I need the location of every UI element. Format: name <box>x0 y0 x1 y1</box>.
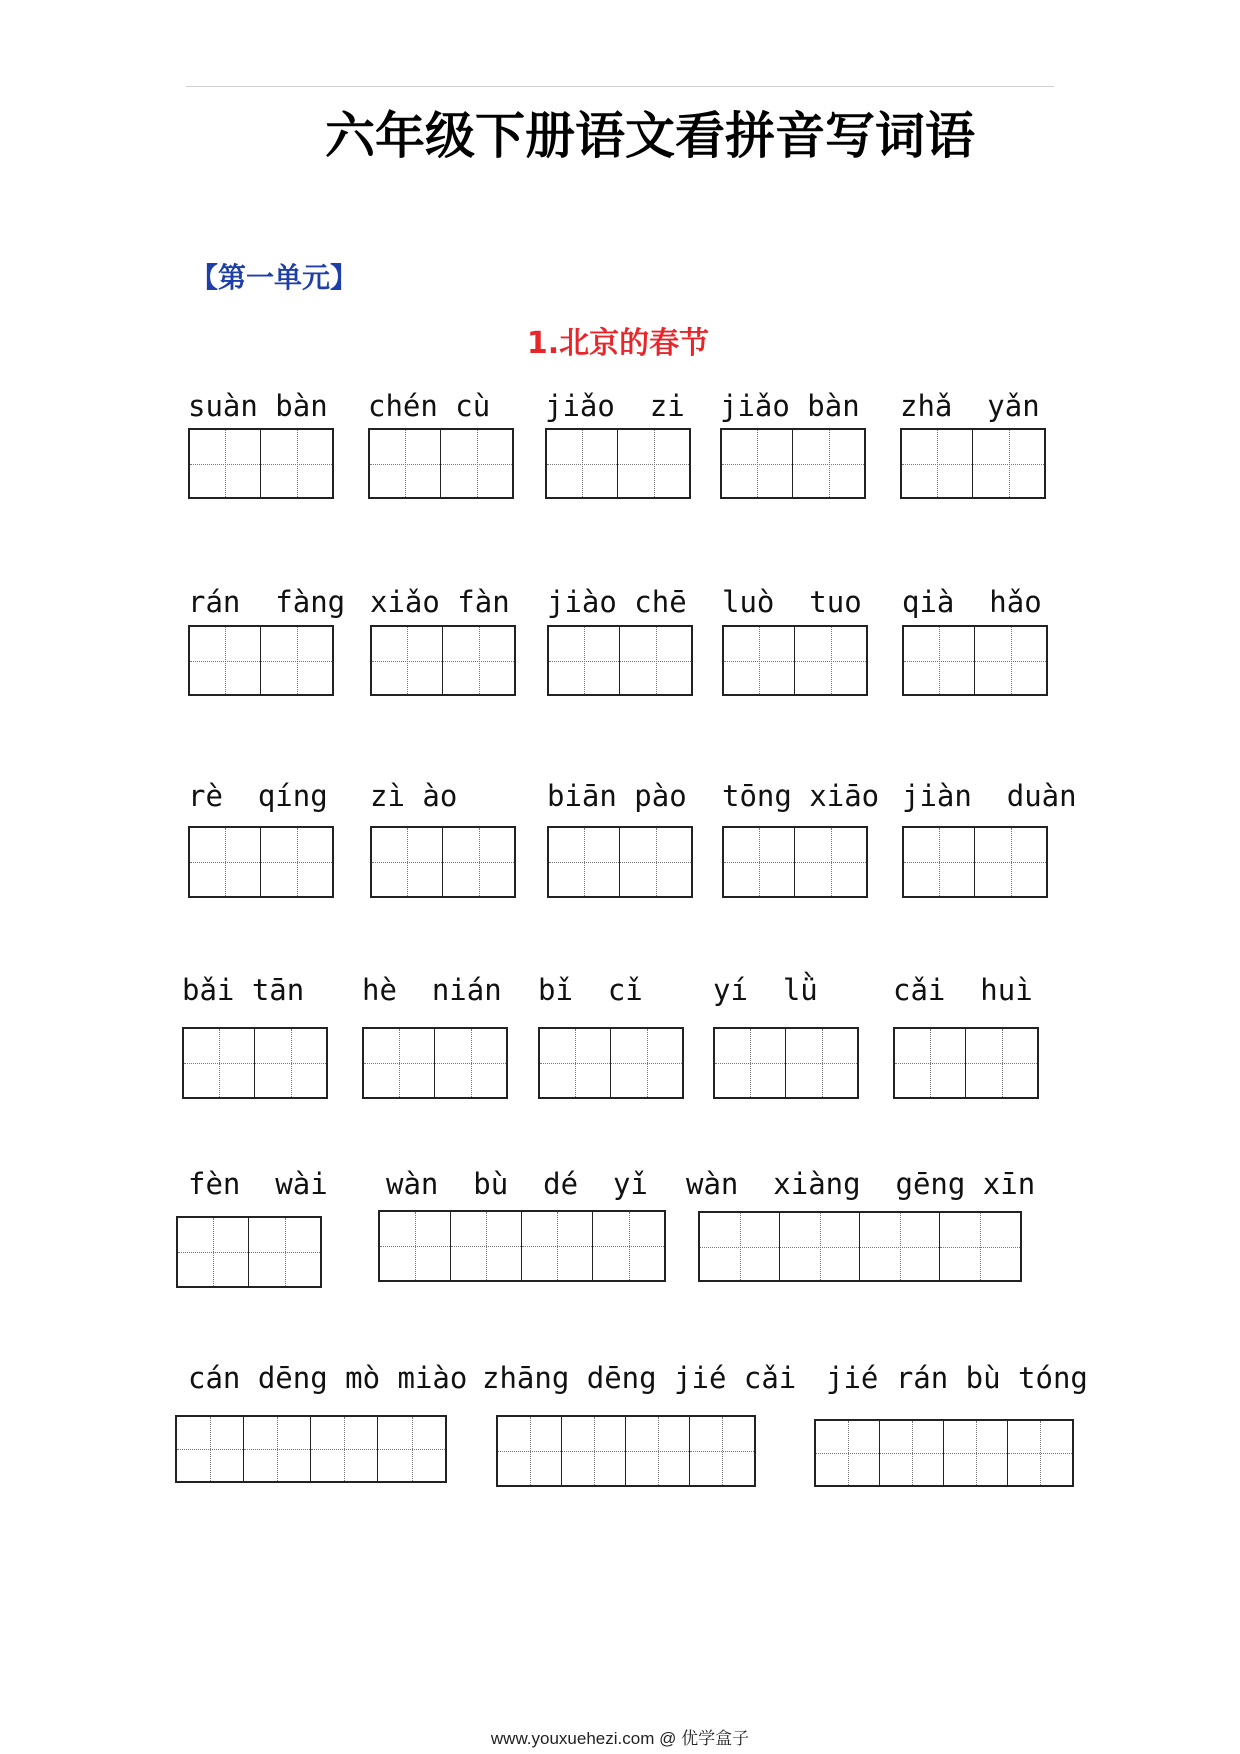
character-cell[interactable] <box>593 1212 664 1280</box>
character-cell[interactable] <box>549 828 620 896</box>
writing-grid[interactable] <box>893 1027 1039 1099</box>
pinyin-label: tōng xiāo <box>722 779 880 813</box>
character-cell[interactable] <box>261 828 332 896</box>
character-cell[interactable] <box>722 430 793 497</box>
character-cell[interactable] <box>451 1212 522 1280</box>
pinyin-label: zhǎ yǎn <box>900 389 1040 423</box>
pinyin-label: zì ào <box>370 779 458 813</box>
character-cell[interactable] <box>611 1029 682 1097</box>
character-cell[interactable] <box>618 430 689 497</box>
character-cell[interactable] <box>795 627 866 694</box>
character-cell[interactable] <box>372 627 443 694</box>
writing-grid[interactable] <box>547 826 693 898</box>
character-cell[interactable] <box>795 828 866 896</box>
character-cell[interactable] <box>547 430 618 497</box>
writing-grid[interactable] <box>188 625 334 696</box>
character-cell[interactable] <box>904 627 975 694</box>
writing-grid[interactable] <box>182 1027 328 1099</box>
character-cell[interactable] <box>443 828 514 896</box>
writing-grid[interactable] <box>900 428 1046 499</box>
character-cell[interactable] <box>372 828 443 896</box>
character-cell[interactable] <box>816 1421 880 1485</box>
character-cell[interactable] <box>880 1421 944 1485</box>
character-cell[interactable] <box>895 1029 966 1097</box>
writing-grid[interactable] <box>720 428 866 499</box>
character-cell[interactable] <box>178 1218 249 1286</box>
character-cell[interactable] <box>780 1213 860 1280</box>
writing-grid[interactable] <box>188 428 334 499</box>
pinyin-label: jiǎo zi <box>545 389 685 423</box>
top-rule <box>186 86 1054 87</box>
writing-grid[interactable] <box>713 1027 859 1099</box>
character-cell[interactable] <box>902 430 973 497</box>
writing-grid[interactable] <box>902 625 1048 696</box>
character-cell[interactable] <box>860 1213 940 1280</box>
character-cell[interactable] <box>973 430 1044 497</box>
character-cell[interactable] <box>1008 1421 1072 1485</box>
writing-grid[interactable] <box>547 625 693 696</box>
character-cell[interactable] <box>443 627 514 694</box>
character-cell[interactable] <box>700 1213 780 1280</box>
writing-grid[interactable] <box>188 826 334 898</box>
character-cell[interactable] <box>370 430 441 497</box>
character-cell[interactable] <box>944 1421 1008 1485</box>
pinyin-label: biān pào <box>547 779 687 813</box>
page-title: 六年级下册语文看拼音写词语 <box>325 107 975 165</box>
character-cell[interactable] <box>620 627 691 694</box>
pinyin-label: xiǎo fàn <box>370 585 510 619</box>
writing-grid[interactable] <box>722 826 868 898</box>
character-cell[interactable] <box>562 1417 626 1485</box>
pinyin-label: jiǎo bàn <box>720 389 860 423</box>
character-cell[interactable] <box>975 828 1046 896</box>
character-cell[interactable] <box>549 627 620 694</box>
pinyin-label: chén cù <box>368 389 491 423</box>
pinyin-label: wàn bù dé yǐ <box>386 1167 648 1201</box>
character-cell[interactable] <box>177 1417 244 1481</box>
writing-grid[interactable] <box>902 826 1048 898</box>
character-cell[interactable] <box>249 1218 320 1286</box>
character-cell[interactable] <box>311 1417 378 1481</box>
character-cell[interactable] <box>255 1029 326 1097</box>
writing-grid[interactable] <box>176 1216 322 1288</box>
pinyin-label: bǎi tān <box>182 973 305 1007</box>
character-cell[interactable] <box>540 1029 611 1097</box>
character-cell[interactable] <box>244 1417 311 1481</box>
character-cell[interactable] <box>690 1417 754 1485</box>
writing-grid[interactable] <box>698 1211 1022 1282</box>
character-cell[interactable] <box>261 430 332 497</box>
character-cell[interactable] <box>522 1212 593 1280</box>
character-cell[interactable] <box>498 1417 562 1485</box>
writing-grid[interactable] <box>814 1419 1074 1487</box>
character-cell[interactable] <box>715 1029 786 1097</box>
pinyin-label: jié rán bù tóng <box>826 1361 1088 1395</box>
character-cell[interactable] <box>620 828 691 896</box>
character-cell[interactable] <box>190 430 261 497</box>
character-cell[interactable] <box>966 1029 1037 1097</box>
character-cell[interactable] <box>378 1417 445 1481</box>
pinyin-label: qià hǎo <box>902 585 1042 619</box>
character-cell[interactable] <box>184 1029 255 1097</box>
character-cell[interactable] <box>904 828 975 896</box>
writing-grid[interactable] <box>362 1027 508 1099</box>
pinyin-label: rè qíng <box>188 779 328 813</box>
pinyin-label: jiàn duàn <box>902 779 1077 813</box>
pinyin-label: yí lǜ <box>713 973 818 1007</box>
character-cell[interactable] <box>940 1213 1020 1280</box>
pinyin-label: zhāng dēng jié cǎi <box>482 1361 797 1395</box>
writing-grid[interactable] <box>496 1415 756 1487</box>
lesson-title: 1.北京的春节 <box>526 326 710 361</box>
writing-grid[interactable] <box>722 625 868 696</box>
unit-heading: 【第一单元】 <box>190 261 359 294</box>
character-cell[interactable] <box>435 1029 506 1097</box>
character-cell[interactable] <box>724 828 795 896</box>
character-cell[interactable] <box>975 627 1046 694</box>
pinyin-label: hè nián <box>362 973 502 1007</box>
character-cell[interactable] <box>626 1417 690 1485</box>
character-cell[interactable] <box>793 430 864 497</box>
writing-grid[interactable] <box>378 1210 666 1282</box>
character-cell[interactable] <box>190 627 261 694</box>
pinyin-label: cǎi huì <box>893 973 1033 1007</box>
writing-grid[interactable] <box>175 1415 447 1483</box>
character-cell[interactable] <box>261 627 332 694</box>
character-cell[interactable] <box>364 1029 435 1097</box>
pinyin-label: rán fàng <box>188 585 346 619</box>
pinyin-label: wàn xiàng gēng xīn <box>686 1167 1036 1201</box>
writing-grid[interactable] <box>368 428 514 499</box>
pinyin-label: bǐ cǐ <box>538 973 643 1007</box>
writing-grid[interactable] <box>370 826 516 898</box>
writing-grid[interactable] <box>538 1027 684 1099</box>
character-cell[interactable] <box>441 430 512 497</box>
character-cell[interactable] <box>380 1212 451 1280</box>
character-cell[interactable] <box>190 828 261 896</box>
character-cell[interactable] <box>724 627 795 694</box>
pinyin-label: fèn wài <box>188 1167 328 1201</box>
writing-grid[interactable] <box>370 625 516 696</box>
footer-watermark: www.youxuehezi.com @ 优学盒子 <box>490 1729 750 1748</box>
pinyin-label: jiào chē <box>547 585 687 619</box>
pinyin-label: cán dēng mò miào <box>188 1361 468 1395</box>
character-cell[interactable] <box>786 1029 857 1097</box>
pinyin-label: luò tuo <box>722 585 862 619</box>
pinyin-label: suàn bàn <box>188 389 328 423</box>
writing-grid[interactable] <box>545 428 691 499</box>
